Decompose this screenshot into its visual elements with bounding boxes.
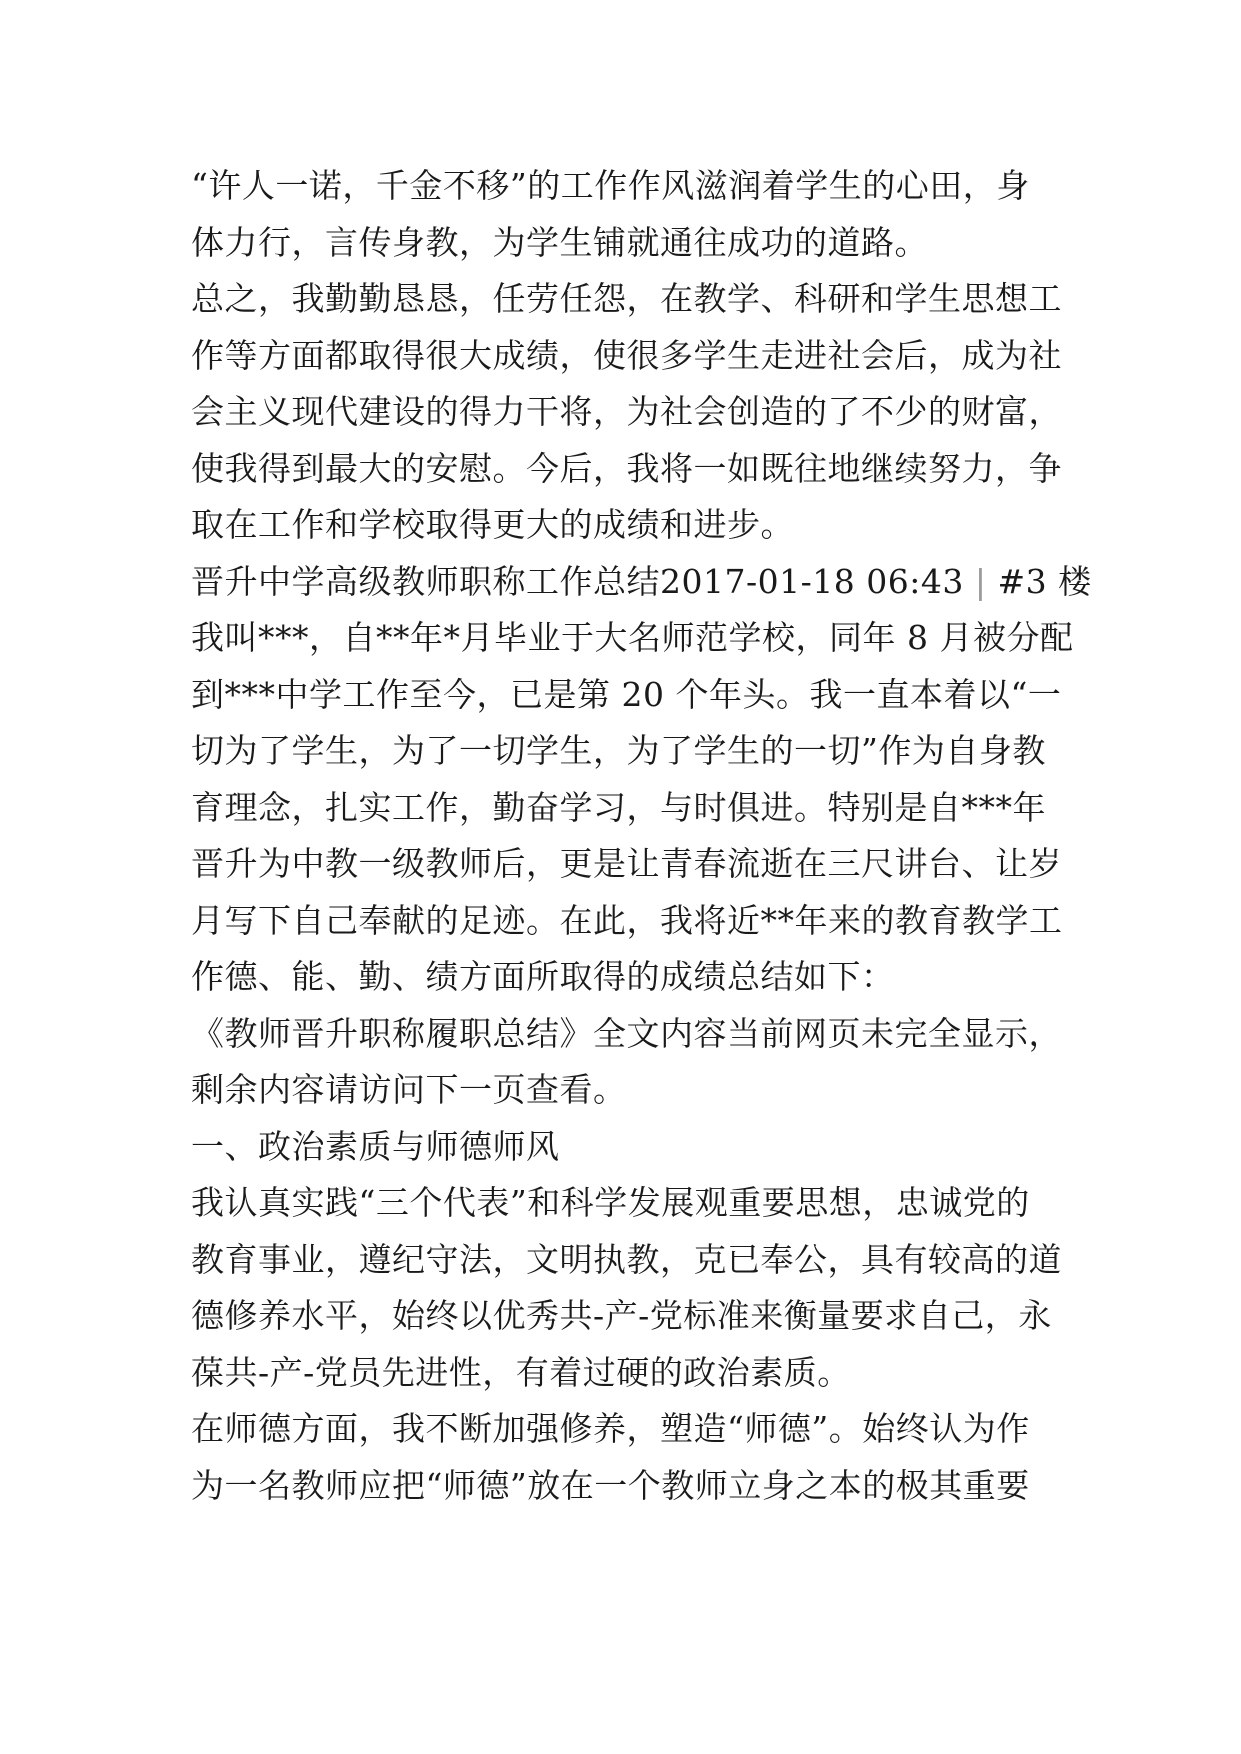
text-line: 《教师晋升职称履职总结》全文内容当前网页未完全显示， [191, 1013, 1062, 1053]
text-line: 我认真实践“三个代表”和科学发展观重要思想，忠诚党的 [191, 1183, 1030, 1222]
post-header [191, 554, 1092, 611]
text-line: 教育事业，遵纪守法，文明执教，克已奉公，具有较高的道 [191, 1239, 1062, 1279]
text-line: 作等方面都取得很大成绩，使很多学生走进社会后，成为社 [191, 335, 1062, 375]
post-floor: #3 楼 [997, 561, 1092, 601]
text-line: 切为了学生，为了一切学生，为了学生的一切”作为自身教 [191, 731, 1046, 770]
text-line: 使我得到最大的安慰。今后，我将一如既往地继续努力，争 [191, 448, 1062, 488]
text-line: 作德、能、勤、绩方面所取得的成绩总结如下： [191, 957, 895, 996]
text-line: 在师德方面，我不断加强修养，塑造“师德”。始终认为作 [191, 1409, 1030, 1448]
post-separator: | [974, 561, 987, 601]
text-line: 体力行，言传身教，为学生铺就通往成功的道路。 [191, 222, 928, 262]
text-line: 葆共-产-党员先进性，有着过硬的政治素质。 [191, 1352, 851, 1392]
text-line: 我叫***，自**年*月毕业于大名师范学校，同年 8 月被分配 [191, 618, 1074, 657]
text-line: 取在工作和学校取得更大的成绩和进步。 [191, 505, 794, 544]
text-line: “许人一诺，千金不移”的工作作风滋润着学生的心田，身 [191, 166, 1030, 205]
text-line: 为一名教师应把“师德”放在一个教师立身之本的极其重要 [191, 1465, 1030, 1505]
text-line: 剩余内容请访问下一页查看。 [191, 1070, 627, 1109]
text-line: 晋升为中教一级教师后，更是让青春流逝在三尺讲台、让岁 [191, 844, 1062, 883]
section-heading: 一、政治素质与师德师风 [191, 1126, 560, 1166]
text-line: 育理念，扎实工作，勤奋学习，与时俱进。特别是自***年 [191, 787, 1046, 827]
text-line: 会主义现代建设的得力干将，为社会创造的了不少的财富， [191, 392, 1062, 431]
text-line: 总之，我勤勤恳恳，任劳任怨，在教学、科研和学生思想工 [191, 279, 1062, 318]
text-line: 德修养水平，始终以优秀共-产-党标准来衡量要求自己，永 [191, 1296, 1052, 1335]
post-datetime: 2017-01-18 06:43 [660, 561, 964, 601]
text-line: 月写下自己奉献的足迹。在此，我将近**年来的教育教学工 [191, 900, 1063, 940]
document-body [191, 158, 1092, 1514]
text-line: 到***中学工作至今，已是第 20 个年头。我一直本着以“一 [191, 674, 1062, 714]
post-title: 晋升中学高级教师职称工作总结 [191, 561, 660, 601]
